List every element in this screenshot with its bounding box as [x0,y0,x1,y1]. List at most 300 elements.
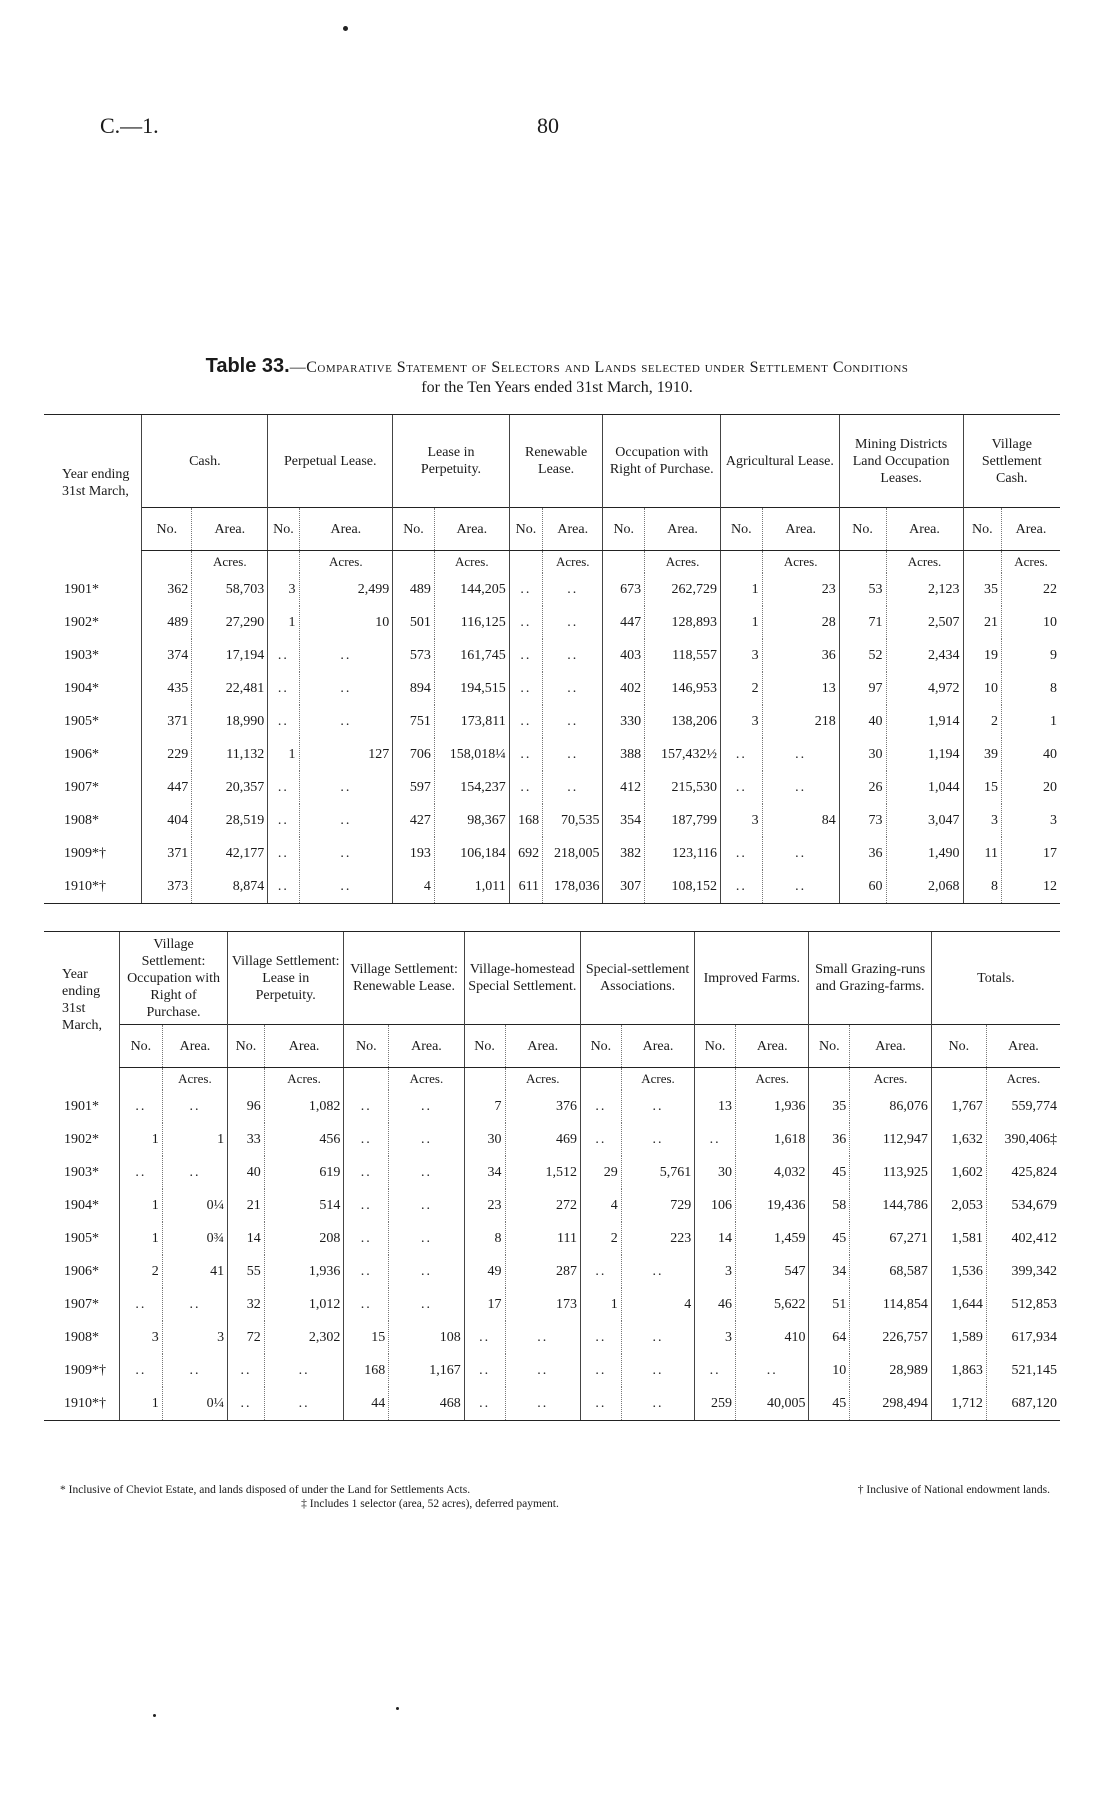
units-cell [963,551,1002,574]
no-header: No. [809,1025,850,1068]
acres-unit: Acres. [505,1068,580,1091]
acres-unit: Acres. [543,551,603,574]
area-cell: .. [389,1255,464,1288]
no-cell: 72 [228,1321,265,1354]
acres-unit: Acres. [434,551,509,574]
table-title [40,356,1074,398]
no-cell: .. [119,1354,162,1387]
units-row [44,551,1060,574]
no-cell: 13 [695,1090,736,1123]
acres-unit: Acres. [621,1068,694,1091]
area-cell: 22 [1002,573,1060,606]
area-cell: 1,194 [886,738,963,771]
area-header: Area. [850,1025,932,1068]
speck-dot [153,1714,156,1717]
no-header: No. [721,508,763,551]
area-cell: .. [389,1189,464,1222]
no-cell: 894 [393,672,435,705]
no-cell: 489 [142,606,192,639]
no-cell: 49 [464,1255,505,1288]
no-cell: 673 [603,573,645,606]
area-header: Area. [543,508,603,551]
area-cell: 11,132 [192,738,268,771]
year-cell: 1910*† [44,870,142,904]
no-cell: 3 [268,573,299,606]
area-cell: 70,535 [543,804,603,837]
table-row [44,771,1060,804]
year-cell: 1905* [64,1230,99,1246]
no-cell: 402 [603,672,645,705]
area-cell: 40,005 [736,1387,809,1421]
area-cell: 158,018¼ [434,738,509,771]
area-cell: 41 [162,1255,227,1288]
footnote-star: * Inclusive of Cheviot Estate, and lands disposed of under the Land for Settlements Acts. [60,1484,471,1496]
area-cell: 10 [1002,606,1060,639]
area-header: Area. [162,1025,227,1068]
table-row [44,705,1060,738]
area-cell: 127 [299,738,393,771]
table-row [44,1288,1060,1321]
no-cell: .. [464,1321,505,1354]
no-cell: 371 [142,837,192,870]
year-cell: 1907* [64,1296,99,1312]
no-cell: .. [268,771,299,804]
year-cell: 1901* [64,581,99,597]
no-cell: 229 [142,738,192,771]
no-header: No. [119,1025,162,1068]
year-cell: 1908* [64,812,99,828]
units-cell [44,551,142,574]
table-row [44,1156,1060,1189]
no-cell: 307 [603,870,645,904]
no-header: No. [931,1025,986,1068]
area-header: Area. [621,1025,694,1068]
no-cell: 11 [963,837,1002,870]
no-cell: 21 [963,606,1002,639]
no-cell: 30 [839,738,886,771]
area-cell: 42,177 [192,837,268,870]
no-cell: 26 [839,771,886,804]
no-cell: .. [580,1255,621,1288]
area-cell: 28,989 [850,1354,932,1387]
year-cell: 1905* [64,713,99,729]
acres-unit: Acres. [389,1068,464,1091]
no-cell: .. [695,1123,736,1156]
no-cell: 1 [119,1222,162,1255]
area-cell: 521,145 [986,1354,1060,1387]
no-cell: .. [721,771,763,804]
table-row [44,1222,1060,1255]
no-cell: .. [344,1123,389,1156]
area-cell: .. [264,1387,344,1421]
no-cell: .. [344,1288,389,1321]
no-cell: 751 [393,705,435,738]
area-cell: 468 [389,1387,464,1421]
area-cell: 1,012 [264,1288,344,1321]
no-cell: .. [344,1090,389,1123]
no-cell: .. [695,1354,736,1387]
no-cell: 193 [393,837,435,870]
no-cell: 1,632 [931,1123,986,1156]
page-number: 80 [537,113,559,138]
no-cell: 33 [228,1123,265,1156]
no-cell: 362 [142,573,192,606]
area-cell: 108 [389,1321,464,1354]
area-cell: 262,729 [645,573,721,606]
units-cell [344,1068,389,1091]
area-cell: .. [762,870,839,904]
area-cell: 128,893 [645,606,721,639]
group-header: Cash. [142,415,268,508]
no-cell: 15 [344,1321,389,1354]
area-cell: .. [543,705,603,738]
group-header: Mining Districts Land Occupation Leases. [839,415,963,508]
area-cell: 146,953 [645,672,721,705]
area-header: Area. [1002,508,1060,551]
area-cell: 208 [264,1222,344,1255]
footnote-row [60,1483,1050,1497]
area-cell: 410 [736,1321,809,1354]
area-cell: 18,990 [192,705,268,738]
no-cell: 39 [963,738,1002,771]
table-row [44,1387,1060,1421]
units-cell [839,551,886,574]
no-cell: .. [344,1255,389,1288]
no-cell: .. [464,1387,505,1421]
year-cell: 1902* [64,1131,99,1147]
no-cell: .. [464,1354,505,1387]
area-cell: 4 [621,1288,694,1321]
table-row [44,804,1060,837]
no-cell: 73 [839,804,886,837]
no-cell: 51 [809,1288,850,1321]
area-cell: 111 [505,1222,580,1255]
no-cell: .. [119,1090,162,1123]
no-cell: 1 [721,606,763,639]
table-row [44,1189,1060,1222]
area-cell: 729 [621,1189,694,1222]
area-cell: 108,152 [645,870,721,904]
area-cell: 687,120 [986,1387,1060,1421]
area-cell: .. [389,1123,464,1156]
area-cell: 512,853 [986,1288,1060,1321]
no-cell: 1,863 [931,1354,986,1387]
area-cell: 272 [505,1189,580,1222]
no-cell: 4 [393,870,435,904]
area-cell: 144,786 [850,1189,932,1222]
table-row [44,573,1060,606]
no-cell: .. [268,804,299,837]
no-cell: 17 [464,1288,505,1321]
no-cell: 64 [809,1321,850,1354]
year-cell: 1904* [64,680,99,696]
no-cell: 168 [509,804,542,837]
area-cell: 1,618 [736,1123,809,1156]
area-cell: 112,947 [850,1123,932,1156]
year-header: Year ending 31st March, [44,932,119,1068]
area-cell: 22,481 [192,672,268,705]
no-cell: 354 [603,804,645,837]
no-cell: 1,644 [931,1288,986,1321]
year-cell: 1902* [64,614,99,630]
no-cell: .. [509,771,542,804]
area-cell: 4,032 [736,1156,809,1189]
group-header: Perpetual Lease. [268,415,393,508]
area-cell: 1,044 [886,771,963,804]
area-cell: 1,459 [736,1222,809,1255]
year-cell: 1904* [64,1197,99,1213]
settlement-table-2 [44,931,1060,1421]
area-cell: .. [621,1255,694,1288]
table-row [44,1123,1060,1156]
no-cell: 374 [142,639,192,672]
table-row [44,672,1060,705]
group-header: Lease in Perpetuity. [393,415,510,508]
no-cell: 404 [142,804,192,837]
area-cell: 173,811 [434,705,509,738]
no-cell: 55 [228,1255,265,1288]
area-cell: 534,679 [986,1189,1060,1222]
area-cell: 218,005 [543,837,603,870]
no-cell: 403 [603,639,645,672]
area-cell: .. [299,705,393,738]
no-cell: 15 [963,771,1002,804]
no-header: No. [344,1025,389,1068]
no-cell: .. [580,1321,621,1354]
year-cell: 1907* [64,779,99,795]
area-header: Area. [264,1025,344,1068]
no-cell: 29 [580,1156,621,1189]
area-cell: 2,123 [886,573,963,606]
area-cell: .. [162,1156,227,1189]
no-cell: 10 [809,1354,850,1387]
area-header: Area. [434,508,509,551]
no-cell: 45 [809,1156,850,1189]
no-cell: 4 [580,1189,621,1222]
area-cell: .. [389,1222,464,1255]
area-cell: 559,774 [986,1090,1060,1123]
group-header: Occupation with Right of Purchase. [603,415,721,508]
no-cell: 1,581 [931,1222,986,1255]
table-row [44,1090,1060,1123]
no-cell: 19 [963,639,1002,672]
no-cell: 1 [268,738,299,771]
table-row [44,1321,1060,1354]
area-cell: 1,936 [736,1090,809,1123]
no-cell: 44 [344,1387,389,1421]
no-cell: .. [721,837,763,870]
area-cell: 10 [299,606,393,639]
no-cell: .. [509,639,542,672]
footnote-dagger: † Inclusive of National endowment lands. [857,1484,1050,1496]
no-cell: 23 [464,1189,505,1222]
table-row [44,639,1060,672]
group-header: Special-settlement Associations. [580,932,694,1025]
no-cell: 53 [839,573,886,606]
table-row [44,1354,1060,1387]
no-cell: 412 [603,771,645,804]
table-row [44,738,1060,771]
area-cell: 2,068 [886,870,963,904]
no-cell: 3 [721,804,763,837]
area-cell: .. [299,639,393,672]
no-cell: .. [344,1156,389,1189]
year-cell: 1909*† [64,845,106,861]
area-cell: 223 [621,1222,694,1255]
group-header: Renewable Lease. [509,415,603,508]
no-cell: 34 [464,1156,505,1189]
no-cell: 1 [119,1189,162,1222]
no-cell: .. [344,1222,389,1255]
units-cell [721,551,763,574]
no-cell: .. [509,672,542,705]
no-cell: 2 [963,705,1002,738]
no-cell: 58 [809,1189,850,1222]
no-cell: .. [721,738,763,771]
acres-unit: Acres. [762,551,839,574]
units-cell [603,551,645,574]
group-header: Small Grazing-runs and Grazing-farms. [809,932,931,1025]
no-cell: .. [580,1123,621,1156]
acres-unit: Acres. [736,1068,809,1091]
no-cell: 1 [119,1387,162,1421]
area-cell: .. [621,1354,694,1387]
units-cell [119,1068,162,1091]
no-cell: 3 [695,1255,736,1288]
no-cell: 597 [393,771,435,804]
area-cell: 1 [1002,705,1060,738]
no-header: No. [268,508,299,551]
no-cell: 3 [695,1321,736,1354]
no-cell: .. [580,1354,621,1387]
no-cell: .. [119,1288,162,1321]
no-cell: 1 [721,573,763,606]
no-cell: 36 [809,1123,850,1156]
no-cell: 1 [268,606,299,639]
no-cell: 96 [228,1090,265,1123]
area-cell: .. [389,1288,464,1321]
no-cell: 259 [695,1387,736,1421]
area-cell: 287 [505,1255,580,1288]
area-cell: 402,412 [986,1222,1060,1255]
acres-unit: Acres. [299,551,393,574]
area-cell: 1,011 [434,870,509,904]
year-cell: 1906* [64,1263,99,1279]
area-cell: 619 [264,1156,344,1189]
no-cell: 2 [721,672,763,705]
area-cell: 456 [264,1123,344,1156]
area-cell: .. [762,771,839,804]
area-cell: .. [299,804,393,837]
area-cell: .. [299,837,393,870]
table-row [44,606,1060,639]
no-cell: 8 [963,870,1002,904]
area-cell: 23 [762,573,839,606]
area-cell: .. [264,1354,344,1387]
no-cell: 34 [809,1255,850,1288]
no-cell: .. [268,672,299,705]
no-cell: 435 [142,672,192,705]
area-cell: .. [543,771,603,804]
section-code: C.—1. [100,113,159,138]
no-cell: 1 [119,1123,162,1156]
no-cell: 373 [142,870,192,904]
units-cell [464,1068,505,1091]
area-cell: 113,925 [850,1156,932,1189]
year-header: Year ending 31st March, [44,415,142,551]
no-cell: 21 [228,1189,265,1222]
area-cell: 116,125 [434,606,509,639]
no-header: No. [839,508,886,551]
area-cell: 3 [1002,804,1060,837]
table-row [44,870,1060,904]
no-cell: 1,712 [931,1387,986,1421]
no-cell: 1,589 [931,1321,986,1354]
no-cell: 706 [393,738,435,771]
area-cell: .. [621,1387,694,1421]
area-cell: 5,622 [736,1288,809,1321]
no-cell: 168 [344,1354,389,1387]
no-header: No. [963,508,1002,551]
group-header: Improved Farms. [695,932,809,1025]
year-cell: 1903* [64,647,99,663]
area-cell: 98,367 [434,804,509,837]
area-cell: 68,587 [850,1255,932,1288]
no-cell: 3 [721,639,763,672]
area-cell: .. [299,771,393,804]
area-cell: .. [621,1123,694,1156]
no-cell: 7 [464,1090,505,1123]
no-cell: .. [509,705,542,738]
area-cell: 2,434 [886,639,963,672]
area-cell: 106,184 [434,837,509,870]
area-cell: 547 [736,1255,809,1288]
area-cell: .. [543,573,603,606]
no-cell: .. [268,705,299,738]
acres-unit: Acres. [986,1068,1060,1091]
no-cell: 106 [695,1189,736,1222]
area-cell: 1,167 [389,1354,464,1387]
no-cell: .. [268,639,299,672]
area-cell: 67,271 [850,1222,932,1255]
area-cell: .. [621,1090,694,1123]
no-cell: 3 [721,705,763,738]
no-cell: 60 [839,870,886,904]
no-header: No. [509,508,542,551]
no-cell: 71 [839,606,886,639]
no-cell: 35 [963,573,1002,606]
acres-unit: Acres. [264,1068,344,1091]
area-cell: 399,342 [986,1255,1060,1288]
speck-dot [396,1707,399,1710]
area-cell: .. [505,1354,580,1387]
area-cell: 161,745 [434,639,509,672]
area-cell: .. [505,1387,580,1421]
area-cell: 40 [1002,738,1060,771]
area-cell: 28 [762,606,839,639]
area-cell: 3 [162,1321,227,1354]
area-cell: 20 [1002,771,1060,804]
area-cell: 20,357 [192,771,268,804]
no-cell: 40 [839,705,886,738]
area-cell: 425,824 [986,1156,1060,1189]
area-header: Area. [762,508,839,551]
no-cell: 8 [464,1222,505,1255]
settlement-table-1 [44,414,1060,904]
area-cell: 187,799 [645,804,721,837]
no-cell: 46 [695,1288,736,1321]
no-cell: 382 [603,837,645,870]
